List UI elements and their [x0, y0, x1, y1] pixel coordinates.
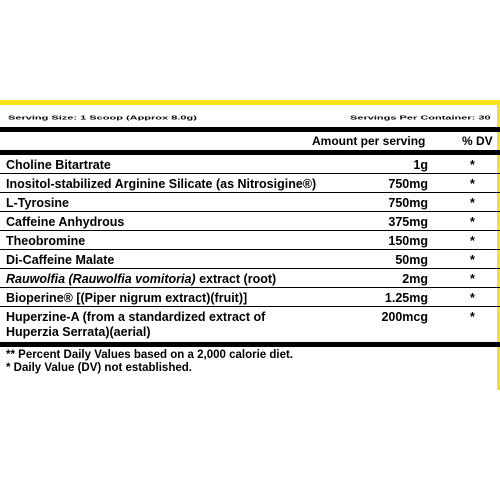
footnote-dv-not-established: * Daily Value (DV) not established. [6, 362, 192, 374]
ingredient-amount: 750mg [388, 177, 428, 191]
ingredient-name [6, 272, 276, 287]
ingredient-name-line-2: Huperzia Serrata)(aerial) [6, 325, 151, 339]
serving-size-text: Serving Size: 1 Scoop (Approx 8.0g) [8, 115, 197, 121]
ingredient-name: Bioperine® [(Piper nigrum extract)(fruit)] [6, 291, 248, 305]
ingredient-name: L-Tyrosine [6, 196, 69, 210]
footnote-percent-dv: ** Percent Daily Values based on a 2,000 calorie diet. [6, 349, 294, 361]
table-row [0, 250, 500, 268]
ingredient-dv: * [470, 253, 475, 267]
ingredient-dv: * [470, 196, 475, 210]
ingredient-name: Choline Bitartrate [6, 158, 111, 172]
ingredient-name-italic: Rauwolfia (Rauwolfia vomitoria) [6, 272, 196, 286]
table-header [0, 132, 500, 150]
ingredient-dv: * [470, 272, 475, 286]
ingredient-name: Caffeine Anhydrous [6, 215, 125, 229]
ingredient-amount: 375mg [388, 215, 428, 229]
ingredient-name [6, 310, 265, 340]
ingredient-name-line-1: Huperzine-A (from a standardized extract of [6, 310, 266, 324]
ingredient-amount: 750mg [388, 196, 428, 210]
ingredient-name: Inositol-stabilized Arginine Silicate (as Nitrosigine®) [6, 177, 317, 191]
ingredient-name: Theobromine [6, 234, 86, 248]
ingredient-amount: 1.25mg [384, 291, 428, 305]
ingredient-name-rest: extract (root) [195, 272, 277, 286]
header-percent-dv: % DV [462, 134, 493, 148]
ingredient-dv: * [470, 234, 475, 248]
ingredient-amount: 50mg [395, 253, 428, 267]
yellow-border-top [0, 100, 500, 105]
table-row [0, 193, 500, 211]
ingredient-dv: * [470, 158, 475, 172]
table-row [0, 231, 500, 249]
table-row [0, 288, 500, 306]
cut-off-serving-line [0, 113, 500, 127]
ingredient-amount: 2mg [402, 272, 428, 286]
ingredient-dv: * [470, 177, 475, 191]
ingredient-amount: 1g [413, 158, 428, 172]
ingredient-dv: * [470, 291, 475, 305]
servings-per-container-text: Servings Per Container: 30 [350, 115, 491, 121]
ingredient-amount: 150mg [388, 234, 428, 248]
table-row [0, 155, 500, 173]
header-amount-per-serving: Amount per serving [312, 134, 426, 148]
ingredient-dv: * [470, 215, 475, 229]
table-row [0, 269, 500, 287]
divider-thick-bottom [0, 342, 500, 347]
table-row [0, 174, 500, 192]
table-row [0, 212, 500, 230]
table-row [0, 307, 500, 341]
ingredient-dv: * [470, 310, 475, 324]
ingredient-amount: 200mcg [381, 310, 428, 324]
ingredient-name: Di-Caffeine Malate [6, 253, 115, 267]
